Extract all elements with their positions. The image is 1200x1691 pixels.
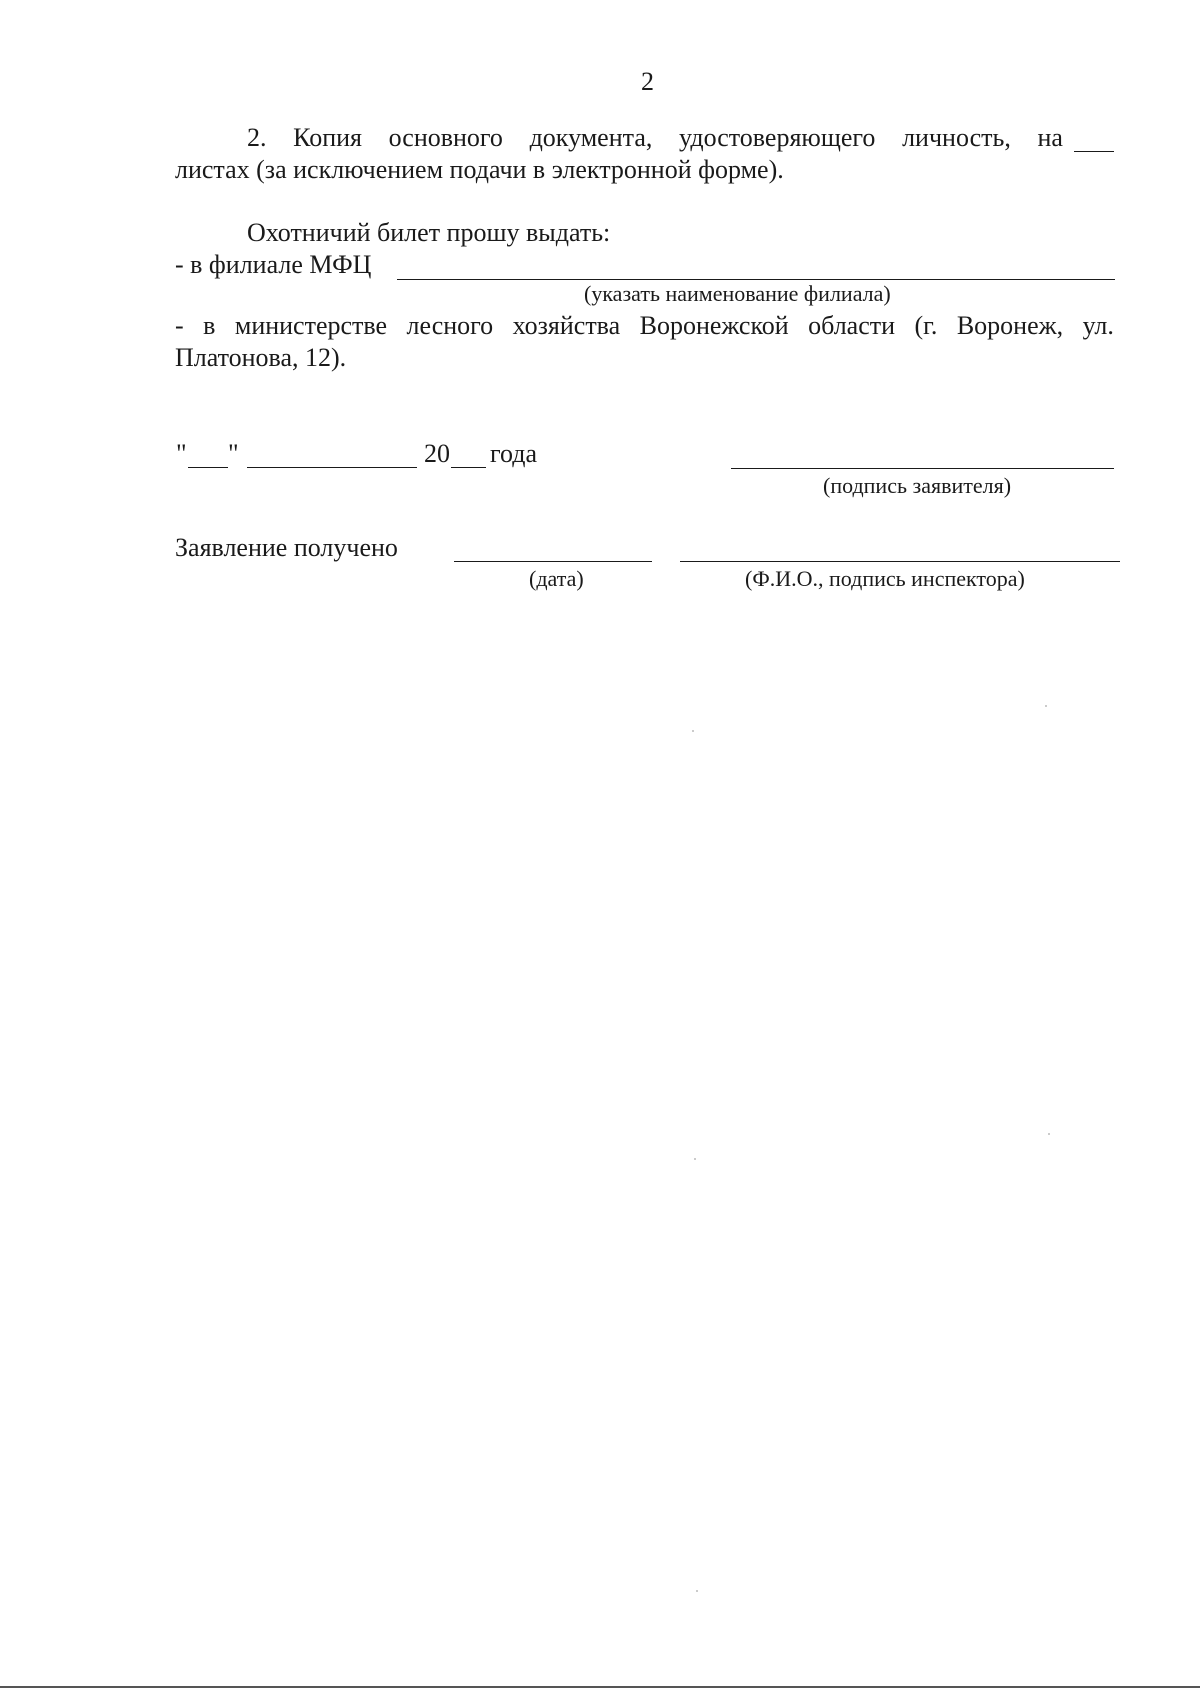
mfc-branch-blank[interactable]	[397, 279, 1115, 280]
received-date-blank[interactable]	[454, 561, 652, 562]
date-close-quote: "	[228, 439, 239, 468]
item2-line1	[247, 122, 1063, 154]
sheets-count-blank[interactable]	[1074, 151, 1114, 152]
applicant-signature-blank[interactable]	[731, 468, 1114, 469]
ministry-word: области	[808, 311, 896, 340]
year-prefix: 20	[424, 439, 450, 468]
scan-bottom-edge	[0, 1686, 1200, 1688]
page-number: 2	[641, 67, 654, 96]
day-blank[interactable]	[188, 467, 228, 468]
item2-word: основного	[388, 123, 503, 152]
ministry-word: министерстве	[234, 311, 388, 340]
ministry-word: лесного	[406, 311, 494, 340]
option-mfc: - в филиале МФЦ	[175, 250, 372, 279]
option-ministry-line2: Платонова, 12).	[175, 343, 347, 372]
item2-word: удостоверяющего	[679, 123, 876, 152]
applicant-signature-caption: (подпись заявителя)	[823, 473, 1012, 498]
scan-speck	[694, 1158, 696, 1160]
scan-speck	[692, 730, 694, 732]
ministry-word: (г.	[914, 311, 938, 340]
item2-word: 2.	[247, 123, 267, 152]
ministry-word: Воронежской	[639, 311, 789, 340]
issue-heading: Охотничий билет прошу выдать:	[247, 218, 611, 247]
ministry-word: в	[203, 311, 216, 340]
ministry-word: -	[175, 311, 184, 340]
ministry-word: хозяйства	[512, 311, 621, 340]
item2-word: Копия	[293, 123, 362, 152]
item2-word: личность,	[902, 123, 1011, 152]
date-open-quote: "	[176, 439, 187, 468]
ministry-word: ул.	[1082, 311, 1114, 340]
option-ministry-line1	[175, 310, 1114, 342]
scan-speck	[1048, 1133, 1050, 1135]
scan-speck	[696, 1590, 698, 1592]
received-date-caption: (дата)	[529, 566, 584, 591]
inspector-blank[interactable]	[680, 561, 1120, 562]
mfc-hint: (указать наименование филиала)	[584, 281, 891, 306]
scan-speck	[1045, 705, 1047, 707]
item2-line2: листах (за исключением подачи в электронной форме).	[175, 155, 784, 184]
year-blank[interactable]	[451, 467, 486, 468]
received-label: Заявление получено	[175, 533, 398, 562]
ministry-word: Воронеж,	[956, 311, 1064, 340]
inspector-caption: (Ф.И.О., подпись инспектора)	[745, 566, 1025, 591]
year-suffix: года	[490, 439, 538, 468]
month-blank[interactable]	[247, 467, 417, 468]
item2-word: документа,	[529, 123, 653, 152]
item2-word: на	[1037, 123, 1063, 152]
